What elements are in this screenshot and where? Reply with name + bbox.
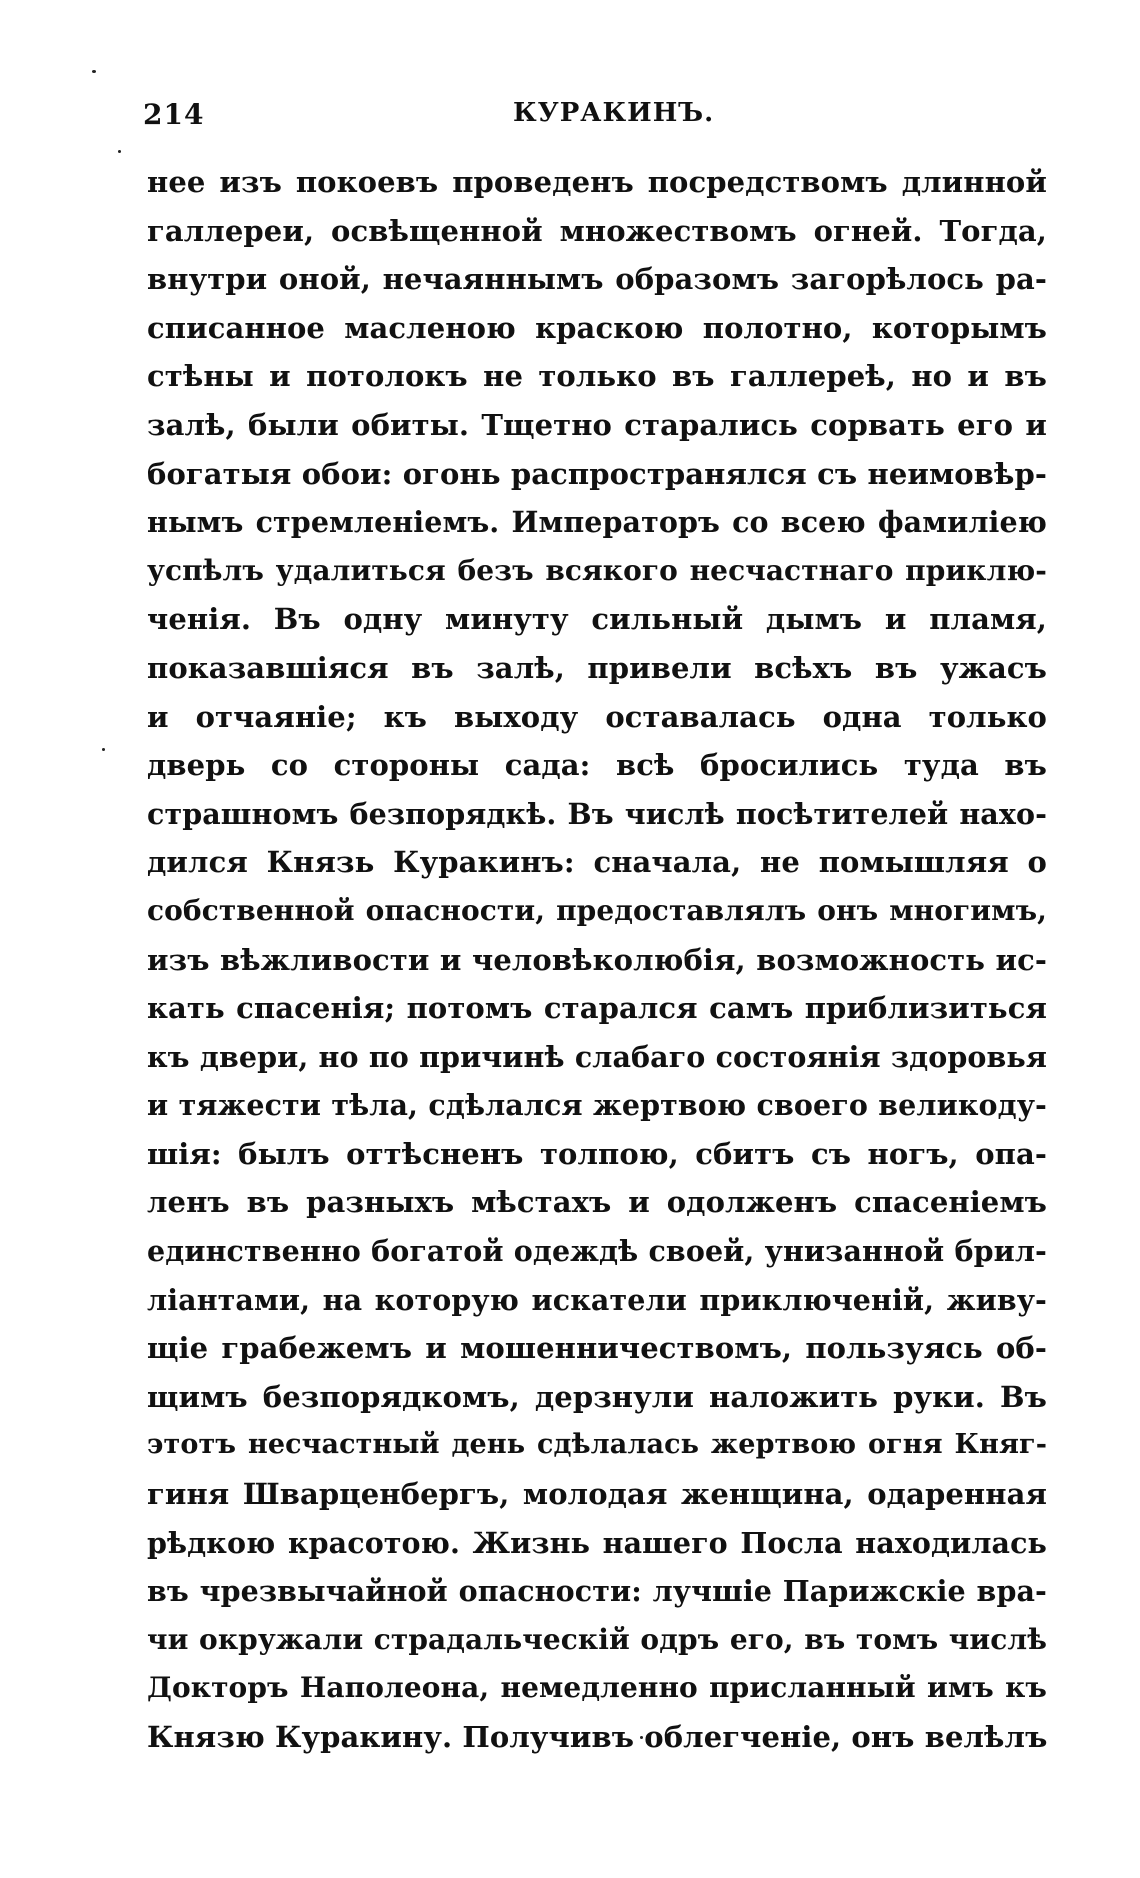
text-line: къ двери, но по причинѣ слабаго состоянія здоровья bbox=[147, 1039, 1047, 1074]
text-line: Князю Куракину. Получивъ облегченіе, онъ велѣлъ bbox=[147, 1720, 1048, 1754]
body-text bbox=[147, 162, 1047, 1766]
text-line: Докторъ Наполеона, немедленно присланный имъ къ bbox=[147, 1671, 1047, 1705]
text-line: страшномъ безпорядкѣ. Въ числѣ посѣтителей нахо- bbox=[147, 796, 1047, 831]
text-line: и отчаяніе; къ выходу оставалась одна только bbox=[147, 699, 1047, 734]
text-line: внутри оной, нечаяннымъ образомъ загорѣлось ра- bbox=[147, 262, 1047, 297]
text-line: нее изъ покоевъ проведенъ посредствомъ длинной bbox=[147, 165, 1047, 199]
text-line: успѣлъ удалиться безъ всякого несчастнаго приклю- bbox=[147, 553, 1047, 587]
text-line: ленъ въ разныхъ мѣстахъ и одолженъ спасеніемъ bbox=[147, 1185, 1047, 1220]
text-line: единственно богатой одеждѣ своей, унизанной брил- bbox=[147, 1234, 1047, 1269]
text-line: шія: былъ оттѣсненъ толпою, сбитъ съ ногъ, опа- bbox=[147, 1136, 1047, 1171]
ink-speck bbox=[92, 70, 96, 73]
text-line: и тяжести тѣла, сдѣлался жертвою своего великоду- bbox=[147, 1088, 1047, 1123]
text-line: гиня Шварценбергъ, молодая женщина, одаренная bbox=[147, 1477, 1047, 1512]
text-line: собственной опасности, предоставлялъ онъ многимъ, bbox=[147, 893, 1047, 927]
text-line: чи окружали страдальческій одръ его, въ томъ числѣ bbox=[147, 1622, 1047, 1656]
text-line: щіе грабежемъ и мошенничествомъ, пользуясь об- bbox=[147, 1331, 1047, 1366]
text-line: щимъ безпорядкомъ, дерзнули наложить руки. Въ bbox=[147, 1379, 1047, 1414]
ink-speck bbox=[102, 748, 105, 751]
text-line: залѣ, были обиты. Тщетно старались сорвать его и bbox=[147, 407, 1047, 442]
text-line: галлереи, освѣщенной множествомъ огней. Тогда, bbox=[147, 213, 1047, 248]
text-line: въ чрезвычайной опасности: лучшіе Парижскіе вра- bbox=[147, 1574, 1047, 1609]
text-line: ченія. Въ одну минуту сильный дымъ и пламя, bbox=[147, 602, 1047, 637]
running-title: КУРАКИНЪ. bbox=[513, 98, 715, 128]
text-line: стѣны и потолокъ не только въ галлереѣ, но и въ bbox=[147, 359, 1047, 394]
text-line: изъ вѣжливости и человѣколюбія, возможность ис- bbox=[147, 942, 1047, 977]
text-line: дверь со стороны сада: всѣ бросились туда въ bbox=[147, 748, 1047, 783]
text-line: этотъ несчастный день сдѣлалась жертвою огня Княг- bbox=[147, 1429, 1047, 1461]
text-line: показавшіяся въ залѣ, привели всѣхъ въ ужасъ bbox=[147, 650, 1047, 685]
text-line: дился Князь Куракинъ: сначала, не помышляя о bbox=[147, 845, 1047, 880]
page-header bbox=[143, 98, 1043, 138]
text-line: кать спасенія; потомъ старался самъ приблизиться bbox=[147, 991, 1047, 1026]
page-number: 214 bbox=[143, 98, 205, 131]
text-line: списанное масленою краскою полотно, которымъ bbox=[147, 310, 1047, 345]
ink-speck bbox=[118, 150, 121, 153]
text-line: нымъ стремленіемъ. Императоръ со всею фамиліею bbox=[147, 505, 1047, 540]
text-line: богатыя обои: огонь распространялся съ неимовѣр- bbox=[147, 456, 1047, 491]
text-line: ліантами, на которую искатели приключеній, живу- bbox=[147, 1282, 1047, 1317]
text-line: рѣдкою красотою. Жизнь нашего Посла находилась bbox=[147, 1525, 1047, 1560]
